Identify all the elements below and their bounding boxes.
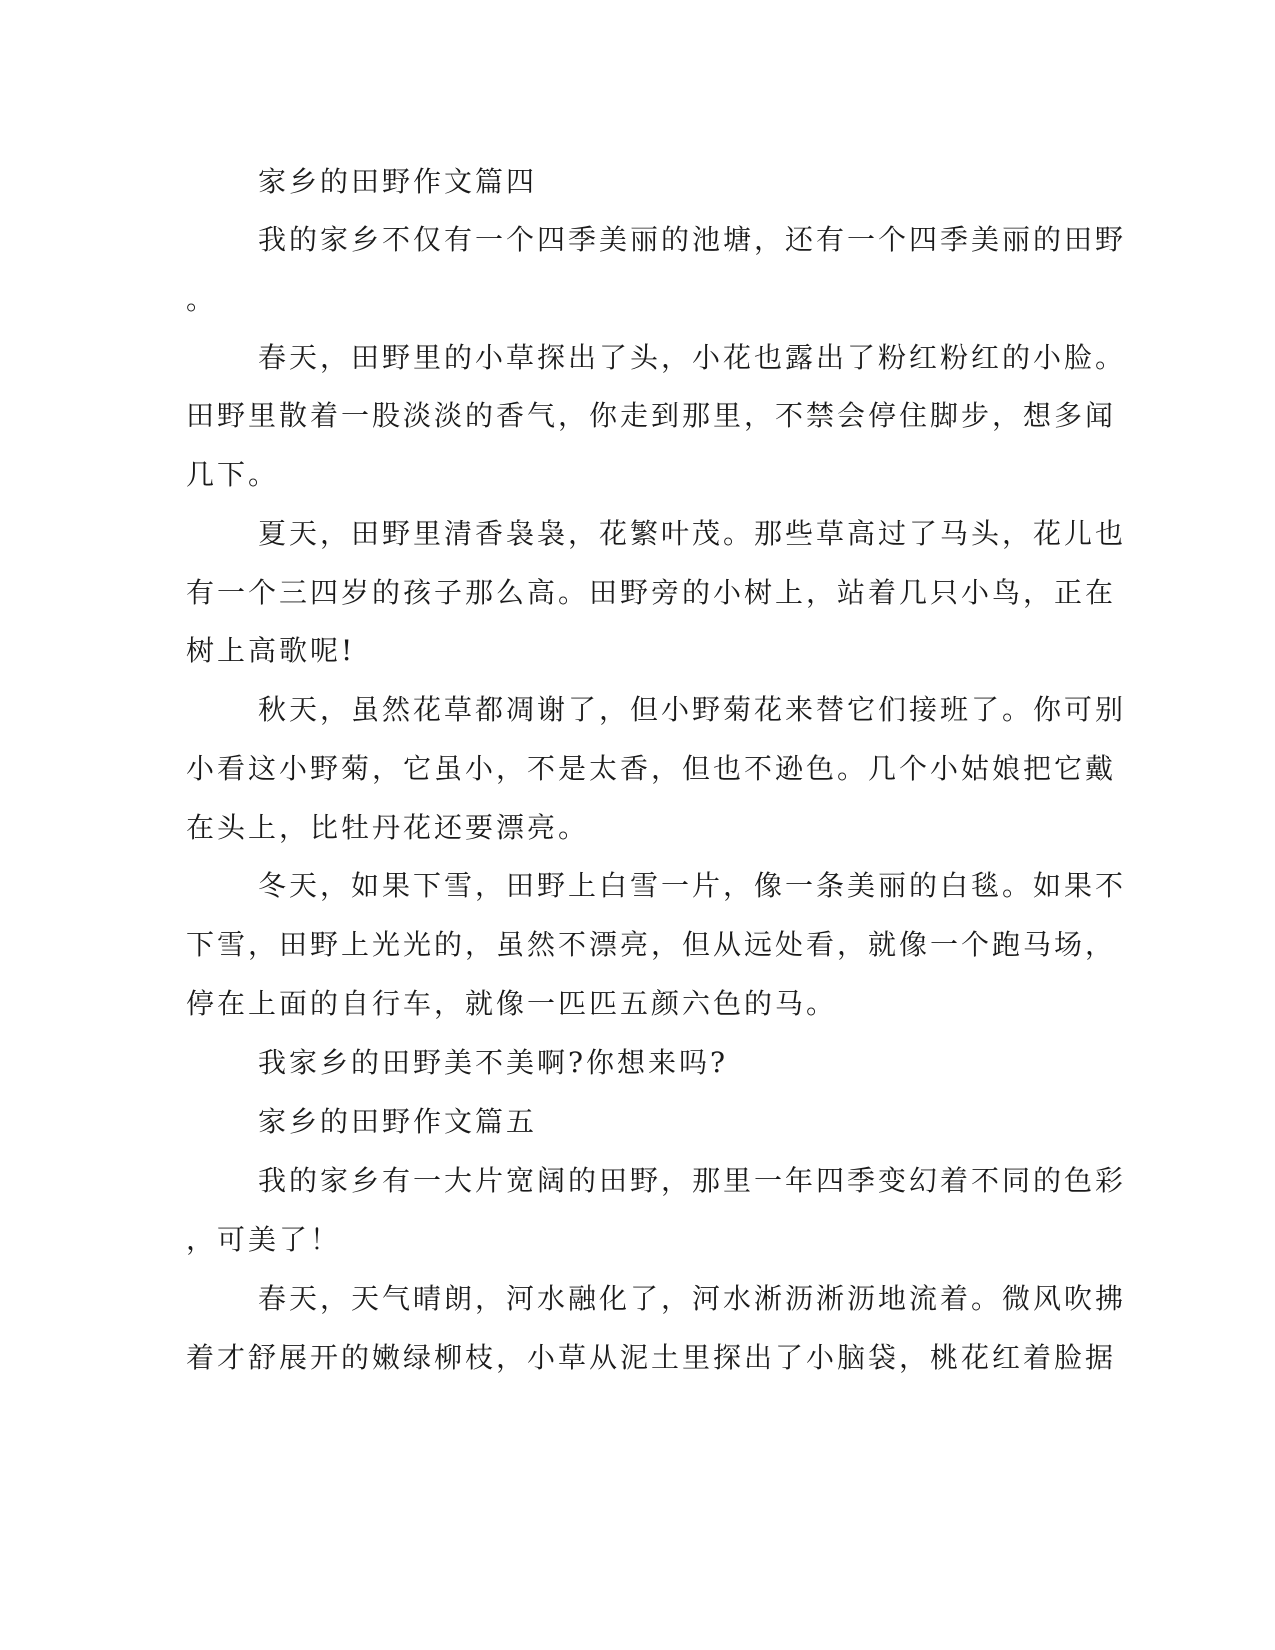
paragraph-line: 春天，田野里的小草探出了头，小花也露出了粉红粉红的小脸。 (258, 341, 1127, 374)
paragraph-line: 下雪，田野上光光的，虽然不漂亮，但从远处看，就像一个跑马场， (186, 928, 1117, 961)
paragraph-line: 。 (186, 283, 218, 316)
paragraph-line: 停在上面的自行车，就像一匹匹五颜六色的马。 (186, 987, 838, 1020)
paragraph-line: 在头上，比牡丹花还要漂亮。 (186, 811, 590, 844)
paragraph-line: 树上高歌呢! (186, 634, 356, 667)
paragraph-line: 着才舒展开的嫩绿柳枝，小草从泥土里探出了小脑袋，桃花红着脸据 (186, 1341, 1117, 1374)
section-heading-5: 家乡的田野作文篇五 (258, 1105, 538, 1138)
paragraph-line: 春天，天气晴朗，河水融化了，河水淅沥淅沥地流着。微风吹拂 (258, 1282, 1127, 1315)
paragraph-line: 小看这小野菊，它虽小，不是太香，但也不逊色。几个小姑娘把它戴 (186, 752, 1117, 785)
paragraph-line: 我的家乡有一大片宽阔的田野，那里一年四季变幻着不同的色彩 (258, 1164, 1127, 1197)
paragraph-line: ，可美了！ (186, 1223, 342, 1256)
paragraph-line: 我的家乡不仅有一个四季美丽的池塘，还有一个四季美丽的田野 (258, 223, 1127, 256)
paragraph-line: 冬天，如果下雪，田野上白雪一片，像一条美丽的白毯。如果不 (258, 869, 1127, 902)
paragraph-line: 田野里散着一股淡淡的香气，你走到那里，不禁会停住脚步，想多闻 (186, 399, 1117, 432)
paragraph-line: 有一个三四岁的孩子那么高。田野旁的小树上，站着几只小鸟，正在 (186, 576, 1117, 609)
paragraph-line: 几下。 (186, 458, 280, 491)
paragraph-line: 秋天，虽然花草都凋谢了，但小野菊花来替它们接班了。你可别 (258, 693, 1127, 726)
paragraph-line: 我家乡的田野美不美啊?你想来吗? (258, 1046, 729, 1079)
section-heading-4: 家乡的田野作文篇四 (258, 165, 538, 198)
paragraph-line: 夏天，田野里清香袅袅，花繁叶茂。那些草高过了马头，花儿也 (258, 517, 1127, 550)
